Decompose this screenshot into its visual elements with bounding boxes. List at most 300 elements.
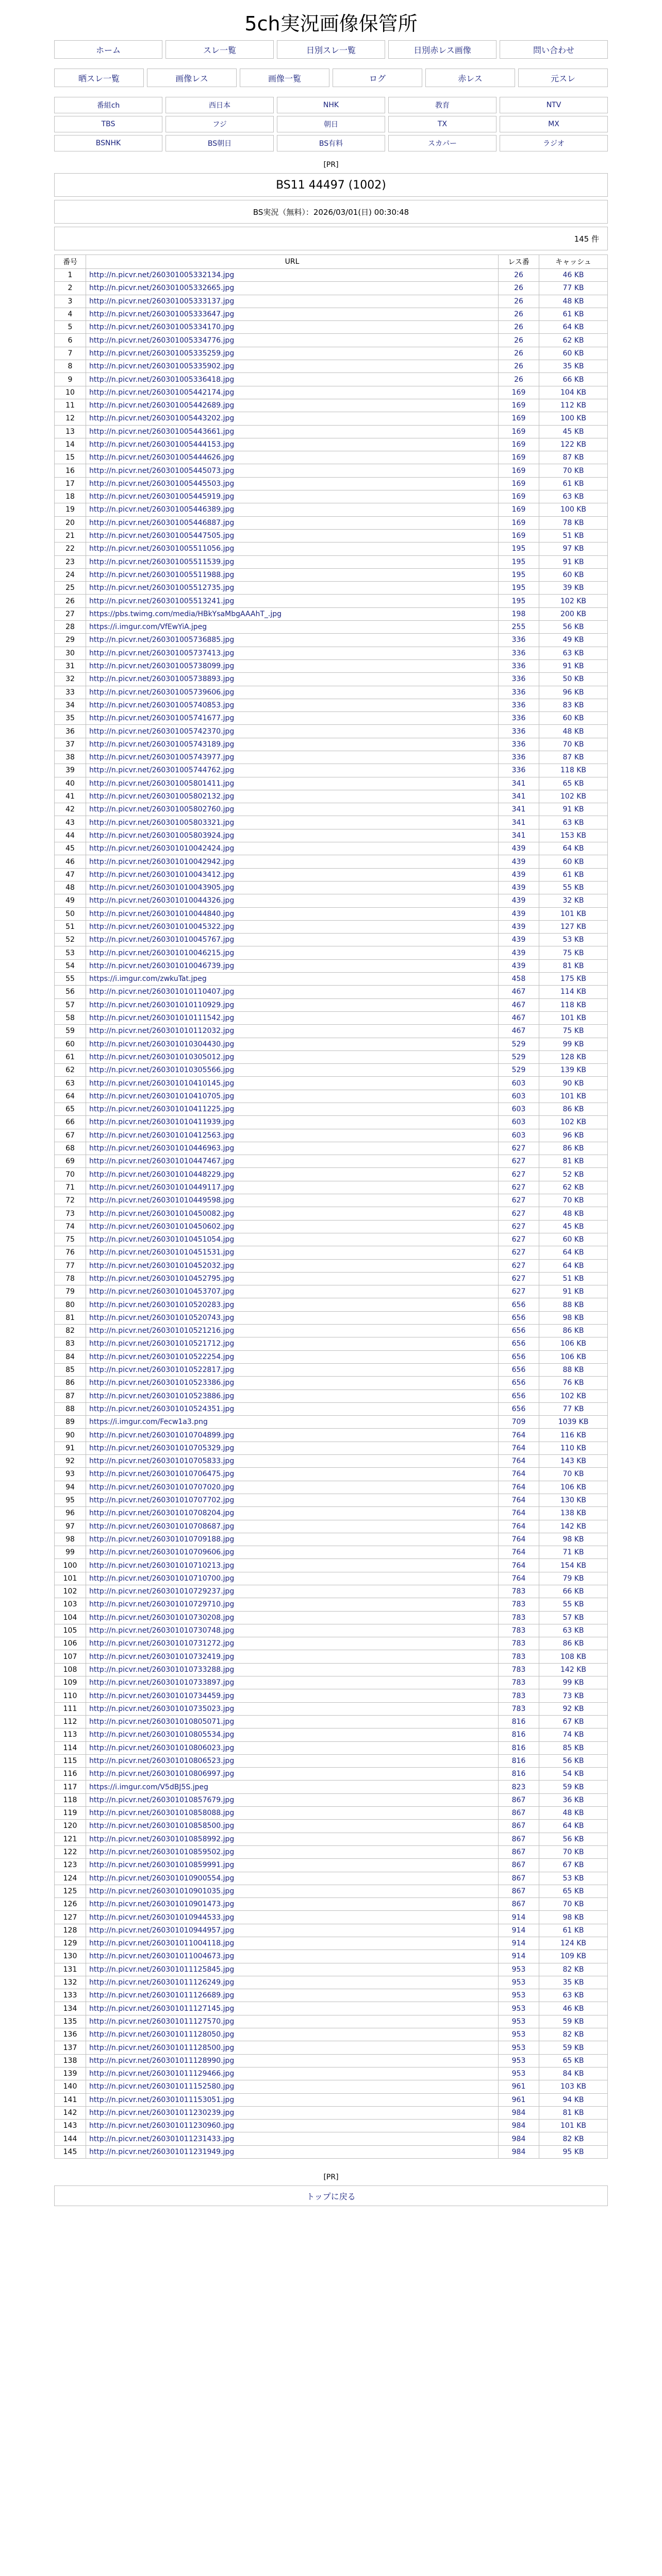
res-number-link[interactable]: 627 xyxy=(499,1285,539,1298)
cache-link[interactable]: 88 KB xyxy=(539,1298,608,1311)
cache-link[interactable]: 122 KB xyxy=(539,438,608,451)
res-number-link[interactable]: 529 xyxy=(499,1050,539,1063)
cache-link[interactable]: 87 KB xyxy=(539,451,608,464)
image-url-link[interactable]: http://n.picvr.net/260301010110407.jpg xyxy=(89,988,235,996)
cache-link[interactable]: 86 KB xyxy=(539,1142,608,1155)
image-url-link[interactable]: http://n.picvr.net/260301011127570.jpg xyxy=(89,2017,235,2026)
res-number-link[interactable]: 627 xyxy=(499,1181,539,1194)
res-number-link[interactable]: 764 xyxy=(499,1559,539,1572)
res-number-link[interactable]: 603 xyxy=(499,1077,539,1090)
cache-link[interactable]: 39 KB xyxy=(539,582,608,595)
res-number-link[interactable]: 458 xyxy=(499,973,539,986)
image-url-link[interactable]: http://n.picvr.net/260301010451054.jpg xyxy=(89,1235,235,1244)
cache-link[interactable]: 66 KB xyxy=(539,1585,608,1598)
res-number-link[interactable]: 867 xyxy=(499,1807,539,1820)
image-url-link[interactable]: http://n.picvr.net/260301010449117.jpg xyxy=(89,1183,235,1192)
cache-link[interactable]: 100 KB xyxy=(539,412,608,425)
image-url-link[interactable]: http://n.picvr.net/260301010707702.jpg xyxy=(89,1496,235,1505)
image-url-link[interactable]: http://n.picvr.net/260301010806023.jpg xyxy=(89,1743,235,1752)
cache-link[interactable]: 53 KB xyxy=(539,1872,608,1885)
nav-row1-item-3[interactable]: 日別赤レス画像 xyxy=(388,40,496,59)
image-url-link[interactable]: http://n.picvr.net/260301010732419.jpg xyxy=(89,1652,235,1661)
nav-row4-item-3[interactable]: TX xyxy=(388,116,496,132)
cache-link[interactable]: 91 KB xyxy=(539,659,608,672)
res-number-link[interactable]: 953 xyxy=(499,1989,539,2002)
image-url-link[interactable]: http://n.picvr.net/260301005743977.jpg xyxy=(89,753,235,762)
image-url-link[interactable]: http://n.picvr.net/260301010859991.jpg xyxy=(89,1861,235,1870)
cache-link[interactable]: 49 KB xyxy=(539,634,608,647)
cache-link[interactable]: 86 KB xyxy=(539,1325,608,1337)
image-url-link[interactable]: http://n.picvr.net/260301010730748.jpg xyxy=(89,1626,235,1635)
cache-link[interactable]: 71 KB xyxy=(539,1546,608,1559)
image-url-link[interactable]: http://n.picvr.net/260301010045767.jpg xyxy=(89,936,235,944)
nav-row3-item-3[interactable]: 教育 xyxy=(388,97,496,113)
res-number-link[interactable]: 816 xyxy=(499,1754,539,1767)
res-number-link[interactable]: 169 xyxy=(499,451,539,464)
image-url-link[interactable]: http://n.picvr.net/260301010042942.jpg xyxy=(89,857,235,866)
cache-link[interactable]: 99 KB xyxy=(539,1676,608,1689)
cache-link[interactable]: 102 KB xyxy=(539,1389,608,1402)
res-number-link[interactable]: 336 xyxy=(499,686,539,699)
image-url-link[interactable]: http://n.picvr.net/260301005741677.jpg xyxy=(89,714,235,723)
cache-link[interactable]: 61 KB xyxy=(539,1924,608,1937)
image-url-link[interactable]: http://n.picvr.net/260301011230960.jpg xyxy=(89,2122,235,2130)
image-url-link[interactable]: http://n.picvr.net/260301005801411.jpg xyxy=(89,779,235,788)
image-url-link[interactable]: http://n.picvr.net/260301005802132.jpg xyxy=(89,792,235,801)
image-url-link[interactable]: http://n.picvr.net/260301005803924.jpg xyxy=(89,831,235,840)
res-number-link[interactable]: 341 xyxy=(499,790,539,803)
res-number-link[interactable]: 914 xyxy=(499,1911,539,1924)
cache-link[interactable]: 85 KB xyxy=(539,1741,608,1754)
cache-link[interactable]: 64 KB xyxy=(539,1246,608,1259)
res-number-link[interactable]: 656 xyxy=(499,1337,539,1350)
cache-link[interactable]: 102 KB xyxy=(539,790,608,803)
cache-link[interactable]: 77 KB xyxy=(539,282,608,295)
res-number-link[interactable]: 336 xyxy=(499,634,539,647)
res-number-link[interactable]: 656 xyxy=(499,1377,539,1389)
image-url-link[interactable]: http://n.picvr.net/260301010704899.jpg xyxy=(89,1431,235,1439)
res-number-link[interactable]: 439 xyxy=(499,881,539,894)
image-url-link[interactable]: http://n.picvr.net/260301005743189.jpg xyxy=(89,740,235,749)
image-url-link[interactable]: http://n.picvr.net/260301010705329.jpg xyxy=(89,1444,235,1452)
cache-link[interactable]: 128 KB xyxy=(539,1050,608,1063)
res-number-link[interactable]: 169 xyxy=(499,425,539,438)
cache-link[interactable]: 138 KB xyxy=(539,1507,608,1520)
cache-link[interactable]: 70 KB xyxy=(539,1898,608,1911)
image-url-link[interactable]: http://n.picvr.net/260301005334776.jpg xyxy=(89,336,235,345)
cache-link[interactable]: 104 KB xyxy=(539,386,608,399)
res-number-link[interactable]: 764 xyxy=(499,1520,539,1533)
res-number-link[interactable]: 169 xyxy=(499,399,539,412)
cache-link[interactable]: 63 KB xyxy=(539,816,608,829)
image-url-link[interactable]: http://n.picvr.net/260301010705833.jpg xyxy=(89,1457,235,1466)
nav-row3-item-2[interactable]: NHK xyxy=(277,97,385,113)
image-url-link[interactable]: http://n.picvr.net/260301011128500.jpg xyxy=(89,2043,235,2052)
res-number-link[interactable]: 627 xyxy=(499,1233,539,1246)
image-url-link[interactable]: http://n.picvr.net/260301010522254.jpg xyxy=(89,1352,235,1361)
image-url-link[interactable]: http://n.picvr.net/260301010521216.jpg xyxy=(89,1327,235,1335)
res-number-link[interactable]: 984 xyxy=(499,2132,539,2145)
nav-row1-item-0[interactable]: ホーム xyxy=(54,40,162,59)
cache-link[interactable]: 63 KB xyxy=(539,1624,608,1637)
image-url-link[interactable]: http://n.picvr.net/260301010447467.jpg xyxy=(89,1157,235,1166)
image-url-link[interactable]: http://n.picvr.net/260301005444153.jpg xyxy=(89,440,235,449)
cache-link[interactable]: 78 KB xyxy=(539,516,608,529)
res-number-link[interactable]: 336 xyxy=(499,712,539,725)
cache-link[interactable]: 99 KB xyxy=(539,1038,608,1050)
cache-link[interactable]: 73 KB xyxy=(539,1689,608,1702)
cache-link[interactable]: 118 KB xyxy=(539,764,608,777)
res-number-link[interactable]: 953 xyxy=(499,2002,539,2015)
cache-link[interactable]: 112 KB xyxy=(539,399,608,412)
image-url-link[interactable]: http://n.picvr.net/260301010710213.jpg xyxy=(89,1561,235,1570)
image-url-link[interactable]: http://n.picvr.net/260301010112032.jpg xyxy=(89,1027,235,1036)
res-number-link[interactable]: 26 xyxy=(499,308,539,320)
res-number-link[interactable]: 656 xyxy=(499,1402,539,1415)
image-url-link[interactable]: http://n.picvr.net/260301005333647.jpg xyxy=(89,310,235,319)
image-url-link[interactable]: http://n.picvr.net/260301010805534.jpg xyxy=(89,1731,235,1739)
cache-link[interactable]: 101 KB xyxy=(539,1090,608,1103)
image-url-link[interactable]: http://n.picvr.net/260301010709606.jpg xyxy=(89,1548,235,1557)
back-to-top-link[interactable]: トップに戻る xyxy=(306,2191,356,2201)
res-number-link[interactable]: 439 xyxy=(499,920,539,933)
image-url-link[interactable]: http://n.picvr.net/260301010708204.jpg xyxy=(89,1509,235,1518)
res-number-link[interactable]: 764 xyxy=(499,1481,539,1494)
cache-link[interactable]: 46 KB xyxy=(539,269,608,282)
image-url-link[interactable]: http://n.picvr.net/260301010523386.jpg xyxy=(89,1379,235,1387)
image-url-link[interactable]: http://n.picvr.net/260301005335902.jpg xyxy=(89,362,235,371)
res-number-link[interactable]: 867 xyxy=(499,1885,539,1897)
image-url-link[interactable]: http://n.picvr.net/260301010410145.jpg xyxy=(89,1079,235,1088)
cache-link[interactable]: 109 KB xyxy=(539,1950,608,1963)
res-number-link[interactable]: 26 xyxy=(499,321,539,334)
res-number-link[interactable]: 867 xyxy=(499,1898,539,1911)
res-number-link[interactable]: 169 xyxy=(499,412,539,425)
image-url-link[interactable]: http://n.picvr.net/260301005802760.jpg xyxy=(89,805,235,814)
res-number-link[interactable]: 439 xyxy=(499,855,539,868)
res-number-link[interactable]: 867 xyxy=(499,1820,539,1833)
cache-link[interactable]: 70 KB xyxy=(539,1468,608,1481)
cache-link[interactable]: 91 KB xyxy=(539,803,608,816)
res-number-link[interactable]: 783 xyxy=(499,1637,539,1650)
image-url-link[interactable]: http://n.picvr.net/260301010708687.jpg xyxy=(89,1522,235,1531)
cache-link[interactable]: 50 KB xyxy=(539,673,608,686)
res-number-link[interactable]: 336 xyxy=(499,764,539,777)
res-number-link[interactable]: 953 xyxy=(499,2067,539,2080)
cache-link[interactable]: 56 KB xyxy=(539,1833,608,1845)
res-number-link[interactable]: 783 xyxy=(499,1689,539,1702)
res-number-link[interactable]: 764 xyxy=(499,1572,539,1585)
res-number-link[interactable]: 195 xyxy=(499,568,539,581)
cache-link[interactable]: 61 KB xyxy=(539,308,608,320)
res-number-link[interactable]: 627 xyxy=(499,1168,539,1181)
image-url-link[interactable]: http://n.picvr.net/260301005333137.jpg xyxy=(89,297,235,306)
image-url-link[interactable]: http://n.picvr.net/260301010520743.jpg xyxy=(89,1313,235,1322)
cache-link[interactable]: 51 KB xyxy=(539,1272,608,1285)
cache-link[interactable]: 101 KB xyxy=(539,907,608,920)
res-number-link[interactable]: 627 xyxy=(499,1155,539,1168)
image-url-link[interactable]: http://n.picvr.net/260301010730208.jpg xyxy=(89,1613,235,1622)
cache-link[interactable]: 86 KB xyxy=(539,1103,608,1116)
res-number-link[interactable]: 439 xyxy=(499,946,539,959)
res-number-link[interactable]: 336 xyxy=(499,725,539,738)
res-number-link[interactable]: 627 xyxy=(499,1207,539,1220)
res-number-link[interactable]: 627 xyxy=(499,1259,539,1272)
image-url-link[interactable]: http://n.picvr.net/260301010859502.jpg xyxy=(89,1848,235,1857)
res-number-link[interactable]: 467 xyxy=(499,986,539,998)
image-url-link[interactable]: http://n.picvr.net/260301011152580.jpg xyxy=(89,2082,235,2091)
cache-link[interactable]: 142 KB xyxy=(539,1663,608,1676)
image-url-link[interactable]: http://n.picvr.net/260301010944533.jpg xyxy=(89,1913,235,1922)
res-number-link[interactable]: 823 xyxy=(499,1781,539,1793)
image-url-link[interactable]: http://n.picvr.net/260301010043905.jpg xyxy=(89,884,235,892)
image-url-link[interactable]: http://n.picvr.net/260301010452795.jpg xyxy=(89,1275,235,1283)
res-number-link[interactable]: 439 xyxy=(499,907,539,920)
image-url-link[interactable]: http://n.picvr.net/260301011126689.jpg xyxy=(89,1991,235,2000)
cache-link[interactable]: 81 KB xyxy=(539,2106,608,2119)
cache-link[interactable]: 88 KB xyxy=(539,1363,608,1376)
image-url-link[interactable]: http://n.picvr.net/260301005445919.jpg xyxy=(89,493,235,501)
image-url-link[interactable]: http://n.picvr.net/260301010304430.jpg xyxy=(89,1040,235,1048)
res-number-link[interactable]: 439 xyxy=(499,894,539,907)
res-number-link[interactable]: 914 xyxy=(499,1924,539,1937)
nav-row3-item-1[interactable]: 西日本 xyxy=(166,97,274,113)
res-number-link[interactable]: 627 xyxy=(499,1194,539,1207)
cache-link[interactable]: 57 KB xyxy=(539,1611,608,1624)
image-url-link[interactable]: http://n.picvr.net/260301005744762.jpg xyxy=(89,766,235,775)
cache-link[interactable]: 97 KB xyxy=(539,543,608,555)
cache-link[interactable]: 102 KB xyxy=(539,595,608,607)
res-number-link[interactable]: 867 xyxy=(499,1833,539,1845)
cache-link[interactable]: 61 KB xyxy=(539,868,608,881)
cache-link[interactable]: 94 KB xyxy=(539,2093,608,2106)
res-number-link[interactable]: 439 xyxy=(499,934,539,946)
cache-link[interactable]: 48 KB xyxy=(539,295,608,308)
cache-link[interactable]: 70 KB xyxy=(539,464,608,477)
cache-link[interactable]: 45 KB xyxy=(539,1220,608,1233)
image-url-link[interactable]: http://n.picvr.net/260301010524351.jpg xyxy=(89,1404,235,1413)
image-url-link[interactable]: http://n.picvr.net/260301010706475.jpg xyxy=(89,1470,235,1479)
nav-row4-item-2[interactable]: 朝日 xyxy=(277,116,385,132)
cache-link[interactable]: 65 KB xyxy=(539,2054,608,2067)
res-number-link[interactable]: 341 xyxy=(499,816,539,829)
res-number-link[interactable]: 336 xyxy=(499,659,539,672)
cache-link[interactable]: 74 KB xyxy=(539,1728,608,1741)
cache-link[interactable]: 70 KB xyxy=(539,1845,608,1858)
res-number-link[interactable]: 341 xyxy=(499,803,539,816)
image-url-link[interactable]: http://n.picvr.net/260301010729237.jpg xyxy=(89,1587,235,1596)
res-number-link[interactable]: 195 xyxy=(499,543,539,555)
res-number-link[interactable]: 26 xyxy=(499,295,539,308)
nav-row4-item-0[interactable]: TBS xyxy=(54,116,162,132)
image-url-link[interactable]: http://n.picvr.net/260301010453707.jpg xyxy=(89,1287,235,1296)
image-url-link[interactable]: http://n.picvr.net/260301010858088.jpg xyxy=(89,1809,235,1818)
nav-row2-item-5[interactable]: 元スレ xyxy=(518,69,608,87)
image-url-link[interactable]: http://n.picvr.net/260301010707020.jpg xyxy=(89,1483,235,1492)
image-url-link[interactable]: http://n.picvr.net/260301005736885.jpg xyxy=(89,636,235,645)
res-number-link[interactable]: 195 xyxy=(499,595,539,607)
cache-link[interactable]: 56 KB xyxy=(539,1754,608,1767)
cache-link[interactable]: 36 KB xyxy=(539,1793,608,1806)
cache-link[interactable]: 106 KB xyxy=(539,1481,608,1494)
cache-link[interactable]: 127 KB xyxy=(539,920,608,933)
res-number-link[interactable]: 195 xyxy=(499,555,539,568)
image-url-link[interactable]: http://n.picvr.net/260301005739606.jpg xyxy=(89,688,235,697)
nav-row1-item-4[interactable]: 問い合わせ xyxy=(500,40,608,59)
cache-link[interactable]: 46 KB xyxy=(539,2002,608,2015)
res-number-link[interactable]: 26 xyxy=(499,334,539,347)
image-url-link[interactable]: http://n.picvr.net/260301010448229.jpg xyxy=(89,1170,235,1179)
cache-link[interactable]: 143 KB xyxy=(539,1455,608,1468)
res-number-link[interactable]: 467 xyxy=(499,998,539,1011)
res-number-link[interactable]: 169 xyxy=(499,464,539,477)
cache-link[interactable]: 67 KB xyxy=(539,1859,608,1872)
image-url-link[interactable]: http://n.picvr.net/260301005513241.jpg xyxy=(89,597,235,605)
image-url-link[interactable]: https://i.imgur.com/VfEwYiA.jpeg xyxy=(89,623,207,632)
cache-link[interactable]: 59 KB xyxy=(539,2015,608,2028)
res-number-link[interactable]: 467 xyxy=(499,1011,539,1024)
cache-link[interactable]: 95 KB xyxy=(539,2145,608,2158)
image-url-link[interactable]: http://n.picvr.net/260301005511056.jpg xyxy=(89,545,235,553)
res-number-link[interactable]: 336 xyxy=(499,673,539,686)
cache-link[interactable]: 77 KB xyxy=(539,1402,608,1415)
image-url-link[interactable]: http://n.picvr.net/260301010410705.jpg xyxy=(89,1092,235,1100)
cache-link[interactable]: 110 KB xyxy=(539,1442,608,1454)
cache-link[interactable]: 139 KB xyxy=(539,1064,608,1077)
image-url-link[interactable]: http://n.picvr.net/260301010900554.jpg xyxy=(89,1874,235,1883)
image-url-link[interactable]: http://n.picvr.net/260301010857679.jpg xyxy=(89,1795,235,1804)
res-number-link[interactable]: 341 xyxy=(499,829,539,842)
cache-link[interactable]: 51 KB xyxy=(539,529,608,542)
cache-link[interactable]: 175 KB xyxy=(539,973,608,986)
res-number-link[interactable]: 953 xyxy=(499,2041,539,2054)
res-number-link[interactable]: 984 xyxy=(499,2106,539,2119)
res-number-link[interactable]: 169 xyxy=(499,490,539,503)
image-url-link[interactable]: http://n.picvr.net/260301005445073.jpg xyxy=(89,466,235,475)
image-url-link[interactable]: http://n.picvr.net/260301010520283.jpg xyxy=(89,1300,235,1309)
nav-row5-item-4[interactable]: ラジオ xyxy=(500,135,608,151)
res-number-link[interactable]: 439 xyxy=(499,842,539,855)
cache-link[interactable]: 86 KB xyxy=(539,1637,608,1650)
res-number-link[interactable]: 26 xyxy=(499,360,539,373)
cache-link[interactable]: 55 KB xyxy=(539,881,608,894)
image-url-link[interactable]: http://n.picvr.net/260301011128050.jpg xyxy=(89,2030,235,2039)
image-url-link[interactable]: http://n.picvr.net/260301010046739.jpg xyxy=(89,961,235,970)
image-url-link[interactable]: http://n.picvr.net/260301010858500.jpg xyxy=(89,1822,235,1831)
res-number-link[interactable]: 984 xyxy=(499,2120,539,2132)
nav-row4-item-1[interactable]: フジ xyxy=(166,116,274,132)
cache-link[interactable]: 79 KB xyxy=(539,1572,608,1585)
res-number-link[interactable]: 336 xyxy=(499,738,539,751)
res-number-link[interactable]: 529 xyxy=(499,1064,539,1077)
image-url-link[interactable]: http://n.picvr.net/260301011004118.jpg xyxy=(89,1939,235,1948)
image-url-link[interactable]: http://n.picvr.net/260301010045322.jpg xyxy=(89,922,235,931)
res-number-link[interactable]: 627 xyxy=(499,1220,539,1233)
nav-row2-item-3[interactable]: ログ xyxy=(333,69,422,87)
res-number-link[interactable]: 984 xyxy=(499,2145,539,2158)
image-url-link[interactable]: http://n.picvr.net/260301010305566.jpg xyxy=(89,1066,235,1075)
cache-link[interactable]: 64 KB xyxy=(539,1259,608,1272)
image-url-link[interactable]: http://n.picvr.net/260301010944957.jpg xyxy=(89,1926,235,1935)
res-number-link[interactable]: 953 xyxy=(499,2028,539,2041)
res-number-link[interactable]: 656 xyxy=(499,1363,539,1376)
image-url-link[interactable]: http://n.picvr.net/260301005742370.jpg xyxy=(89,727,235,736)
cache-link[interactable]: 60 KB xyxy=(539,855,608,868)
res-number-link[interactable]: 783 xyxy=(499,1624,539,1637)
res-number-link[interactable]: 656 xyxy=(499,1311,539,1324)
cache-link[interactable]: 82 KB xyxy=(539,2132,608,2145)
cache-link[interactable]: 62 KB xyxy=(539,1181,608,1194)
cache-link[interactable]: 67 KB xyxy=(539,1715,608,1728)
image-url-link[interactable]: http://n.picvr.net/260301005334170.jpg xyxy=(89,323,235,332)
image-url-link[interactable]: http://n.picvr.net/260301010734459.jpg xyxy=(89,1691,235,1700)
res-number-link[interactable]: 26 xyxy=(499,373,539,386)
image-url-link[interactable]: http://n.picvr.net/260301005444626.jpg xyxy=(89,453,235,462)
res-number-link[interactable]: 656 xyxy=(499,1298,539,1311)
image-url-link[interactable]: http://n.picvr.net/260301010111542.jpg xyxy=(89,1014,235,1023)
cache-link[interactable]: 101 KB xyxy=(539,1011,608,1024)
res-number-link[interactable]: 867 xyxy=(499,1872,539,1885)
image-url-link[interactable]: http://n.picvr.net/260301005442174.jpg xyxy=(89,388,235,397)
image-url-link[interactable]: http://n.picvr.net/260301011230239.jpg xyxy=(89,2109,235,2117)
res-number-link[interactable]: 439 xyxy=(499,959,539,972)
nav-row3-item-4[interactable]: NTV xyxy=(500,97,608,113)
image-url-link[interactable]: https://i.imgur.com/Fecw1a3.png xyxy=(89,1418,208,1427)
res-number-link[interactable]: 603 xyxy=(499,1090,539,1103)
image-url-link[interactable]: http://n.picvr.net/260301010110929.jpg xyxy=(89,1001,235,1009)
cache-link[interactable]: 65 KB xyxy=(539,777,608,790)
res-number-link[interactable]: 764 xyxy=(499,1507,539,1520)
image-url-link[interactable]: http://n.picvr.net/260301010901035.jpg xyxy=(89,1887,235,1895)
cache-link[interactable]: 63 KB xyxy=(539,647,608,659)
image-url-link[interactable]: http://n.picvr.net/260301010412563.jpg xyxy=(89,1131,235,1140)
res-number-link[interactable]: 656 xyxy=(499,1325,539,1337)
cache-link[interactable]: 1039 KB xyxy=(539,1416,608,1429)
image-url-link[interactable]: http://n.picvr.net/260301011125845.jpg xyxy=(89,1965,235,1974)
cache-link[interactable]: 98 KB xyxy=(539,1533,608,1546)
image-url-link[interactable]: http://n.picvr.net/260301010806523.jpg xyxy=(89,1756,235,1765)
image-url-link[interactable]: http://n.picvr.net/260301005332134.jpg xyxy=(89,271,235,280)
cache-link[interactable]: 116 KB xyxy=(539,1429,608,1442)
nav-row3-item-0[interactable]: 番組ch xyxy=(54,97,162,113)
cache-link[interactable]: 98 KB xyxy=(539,1311,608,1324)
cache-link[interactable]: 75 KB xyxy=(539,946,608,959)
image-url-link[interactable]: http://n.picvr.net/260301011129466.jpg xyxy=(89,2070,235,2078)
res-number-link[interactable]: 867 xyxy=(499,1859,539,1872)
image-url-link[interactable]: https://i.imgur.com/V5dBJ5S.jpeg xyxy=(89,1783,208,1791)
res-number-link[interactable]: 467 xyxy=(499,1025,539,1038)
cache-link[interactable]: 90 KB xyxy=(539,1077,608,1090)
image-url-link[interactable]: http://n.picvr.net/260301010411225.jpg xyxy=(89,1105,235,1114)
image-url-link[interactable]: http://n.picvr.net/260301011127145.jpg xyxy=(89,2004,235,2013)
cache-link[interactable]: 64 KB xyxy=(539,842,608,855)
image-url-link[interactable]: https://pbs.twimg.com/media/HBkYsaMbgAAAhT_.jpg xyxy=(89,609,282,618)
image-url-link[interactable]: http://n.picvr.net/260301010523886.jpg xyxy=(89,1392,235,1400)
image-url-link[interactable]: http://n.picvr.net/260301010305012.jpg xyxy=(89,1053,235,1061)
res-number-link[interactable]: 961 xyxy=(499,2093,539,2106)
res-number-link[interactable]: 336 xyxy=(499,751,539,764)
res-number-link[interactable]: 603 xyxy=(499,1116,539,1129)
image-url-link[interactable]: http://n.picvr.net/260301010731272.jpg xyxy=(89,1639,235,1648)
nav-row5-item-2[interactable]: BS有料 xyxy=(277,135,385,151)
image-url-link[interactable]: http://n.picvr.net/260301010710700.jpg xyxy=(89,1574,235,1583)
res-number-link[interactable]: 816 xyxy=(499,1741,539,1754)
cache-link[interactable]: 130 KB xyxy=(539,1494,608,1506)
image-url-link[interactable]: http://n.picvr.net/260301011126249.jpg xyxy=(89,1978,235,1987)
cache-link[interactable]: 103 KB xyxy=(539,2080,608,2093)
res-number-link[interactable]: 783 xyxy=(499,1650,539,1663)
cache-link[interactable]: 35 KB xyxy=(539,1976,608,1989)
